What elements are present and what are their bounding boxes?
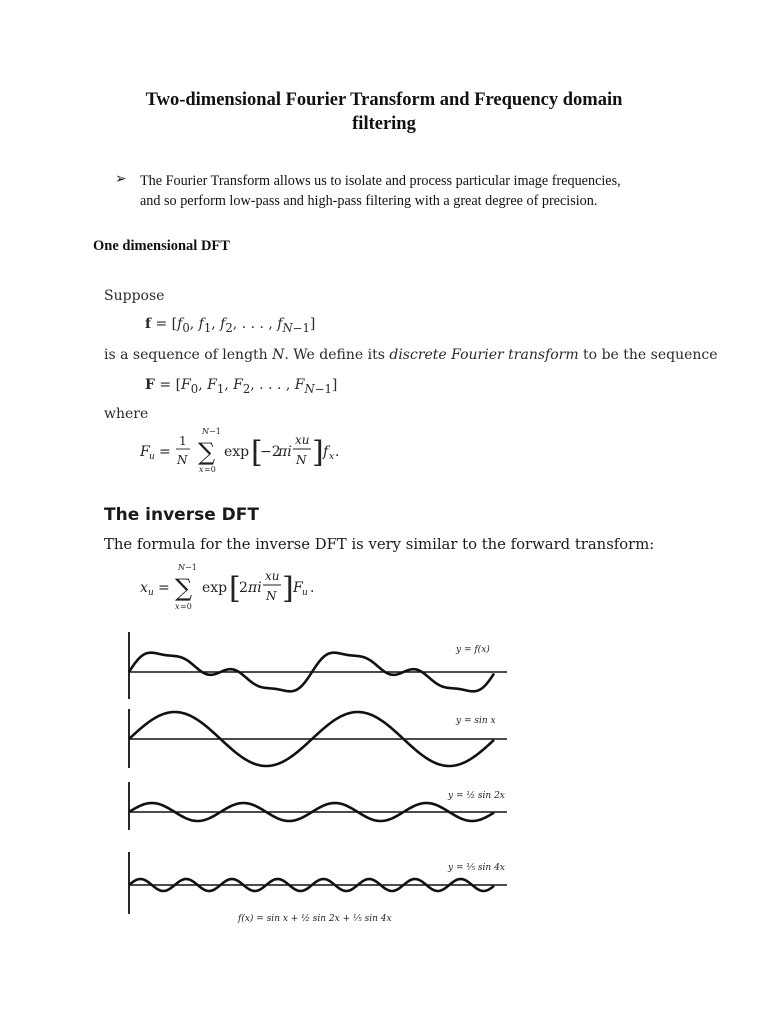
svg-text:−1: −1 xyxy=(185,563,197,572)
svg-text:]: ] xyxy=(312,435,324,470)
figure-caption: f(x) = sin x + ½ sin 2x + ⅕ sin 4x xyxy=(238,914,392,924)
svg-text:N: N xyxy=(178,563,185,572)
label-sin-x: y = sin x xyxy=(456,716,496,726)
svg-text:F: F xyxy=(140,444,150,460)
svg-text:=0: =0 xyxy=(204,465,216,474)
svg-text:−2: −2 xyxy=(260,444,281,460)
svg-text:∑: ∑ xyxy=(198,438,216,466)
svg-text:x: x xyxy=(329,452,335,462)
label-fifth-sin-4x: y = ⅕ sin 4x xyxy=(448,863,505,873)
sequence-F-equation: $F = [F_0$, $F_1$, $F_2$, . . . , $F_{N-1}$] xyxy=(145,377,338,396)
page-title xyxy=(90,88,678,136)
inverse-dft-title: The inverse DFT xyxy=(104,505,259,525)
waveform-figure xyxy=(122,632,522,932)
svg-text:=0: =0 xyxy=(180,602,192,611)
title-line-2: filtering xyxy=(352,114,416,134)
svg-text:N: N xyxy=(177,453,188,467)
inverse-dft-formula xyxy=(140,560,400,612)
svg-text:xu: xu xyxy=(295,433,310,447)
svg-text:−1: −1 xyxy=(209,427,221,436)
section-heading: One dimensional DFT xyxy=(93,238,230,254)
svg-text:[: [ xyxy=(251,435,263,470)
svg-text:F: F xyxy=(293,580,303,596)
svg-text:u: u xyxy=(302,588,308,598)
svg-text:=: = xyxy=(159,444,171,460)
dft-formula xyxy=(140,426,400,474)
seq-text-c: to be the sequence xyxy=(578,347,718,363)
bullet-line-2: and so perform low-pass and high-pass filtering with a great degree of precision. xyxy=(140,193,598,209)
svg-text:x: x xyxy=(199,465,204,474)
svg-text:]: ] xyxy=(282,571,294,606)
svg-text:1: 1 xyxy=(179,434,187,448)
sequence-description xyxy=(104,347,718,363)
svg-text:f: f xyxy=(323,444,329,460)
where-text: where xyxy=(104,406,149,422)
title-line-1: Two-dimensional Fourier Transform and Frequency domain xyxy=(145,90,623,110)
seq-text-b: . We define its xyxy=(284,347,390,363)
svg-text:exp: exp xyxy=(224,444,250,460)
svg-text:N: N xyxy=(202,427,209,436)
label-f-x: y = f(x) xyxy=(456,645,490,655)
label-half-sin-2x: y = ½ sin 2x xyxy=(448,791,505,801)
svg-text:2: 2 xyxy=(239,580,248,596)
svg-text:x: x xyxy=(140,580,148,596)
svg-text:πi: πi xyxy=(248,580,262,596)
bullet-paragraph xyxy=(140,171,700,211)
suppose-text: Suppose xyxy=(104,288,165,304)
svg-text:u: u xyxy=(149,452,155,462)
svg-text:=: = xyxy=(158,580,170,596)
seq-text-a: is a sequence of length xyxy=(104,347,273,363)
bullet-arrow-icon: ➢ xyxy=(115,172,127,187)
bullet-line-1: The Fourier Transform allows us to isolate and process particular image frequencies, xyxy=(140,173,621,189)
seq-text-italic: discrete Fourier transform xyxy=(389,347,579,363)
svg-text:exp: exp xyxy=(202,580,228,596)
svg-text:[: [ xyxy=(229,571,241,606)
svg-text:N: N xyxy=(266,589,277,603)
svg-text:.: . xyxy=(335,444,340,460)
svg-text:πi: πi xyxy=(278,444,292,460)
svg-text:N: N xyxy=(296,453,307,467)
svg-text:∑: ∑ xyxy=(175,574,193,602)
svg-text:x: x xyxy=(175,602,180,611)
inverse-dft-description: The formula for the inverse DFT is very similar to the forward transform: xyxy=(104,536,655,553)
seq-text-n: N xyxy=(272,347,285,363)
svg-text:u: u xyxy=(148,588,154,598)
svg-text:.: . xyxy=(310,580,315,596)
sequence-f-equation: $f = [f_0$, $f_1$, $f_2$, . . . , $f_{N-1}$] xyxy=(145,316,316,335)
svg-text:xu: xu xyxy=(265,569,280,583)
